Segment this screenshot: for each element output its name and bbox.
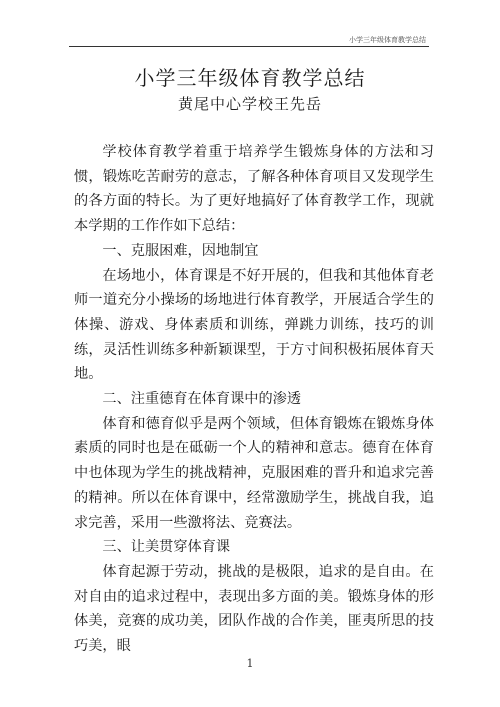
document-author: 黄尾中心学校王先岳 [177,95,322,113]
section-paragraph: 体育和德育似乎是两个领域，但体育锻炼在锻炼身体素质的同时也是在砥砺一个人的精神和意志。德育在体育中也体现为学生的挑战精神，克服困难的晋升和追求完善的精神。所以在体育课中，经常激励学生，挑战自我，追求完善，采用一些激将法、竞赛法。 [74,415,434,531]
section-heading: 三、让美贯穿体育课 [102,539,231,556]
intro-paragraph: 学校体育教学着重于培养学生锻炼身体的方法和习惯，锻炼吃苦耐劳的意志，了解各种体育项目又发现学生的各方面的特长。为了更好地搞好了体育教学工作，现就本学期的工作作如下总结： [74,144,434,235]
section-heading: 二、注重德育在体育课中的渗透 [102,391,302,408]
section-heading: 一、克服困难，因地制宜 [102,242,259,259]
running-header: 小学三年级体育教学总结 [349,36,426,44]
document-title: 小学三年级体育教学总结 [134,66,366,90]
section-paragraph: 在场地小，体育课是不好开展的，但我和其他体育老师一道充分小操场的场地进行体育教学，开展适合学生的体操、游戏、身体素质和训练，弹跳力训练，技巧的训练，灵活性训练多种新颖课型，于方寸间积极拓展体育天地。 [74,267,434,383]
document-body [74,140,434,659]
section-paragraph: 体育起源于劳动，挑战的是极限，追求的是自由。在对自由的追求过程中，表现出多方面的美。锻炼身体的形体美，竞赛的成功美，团队作战的合作美，匪夷所思的技巧美，眼 [74,563,434,655]
header-divider [69,46,429,47]
page-number: 1 [246,657,254,670]
